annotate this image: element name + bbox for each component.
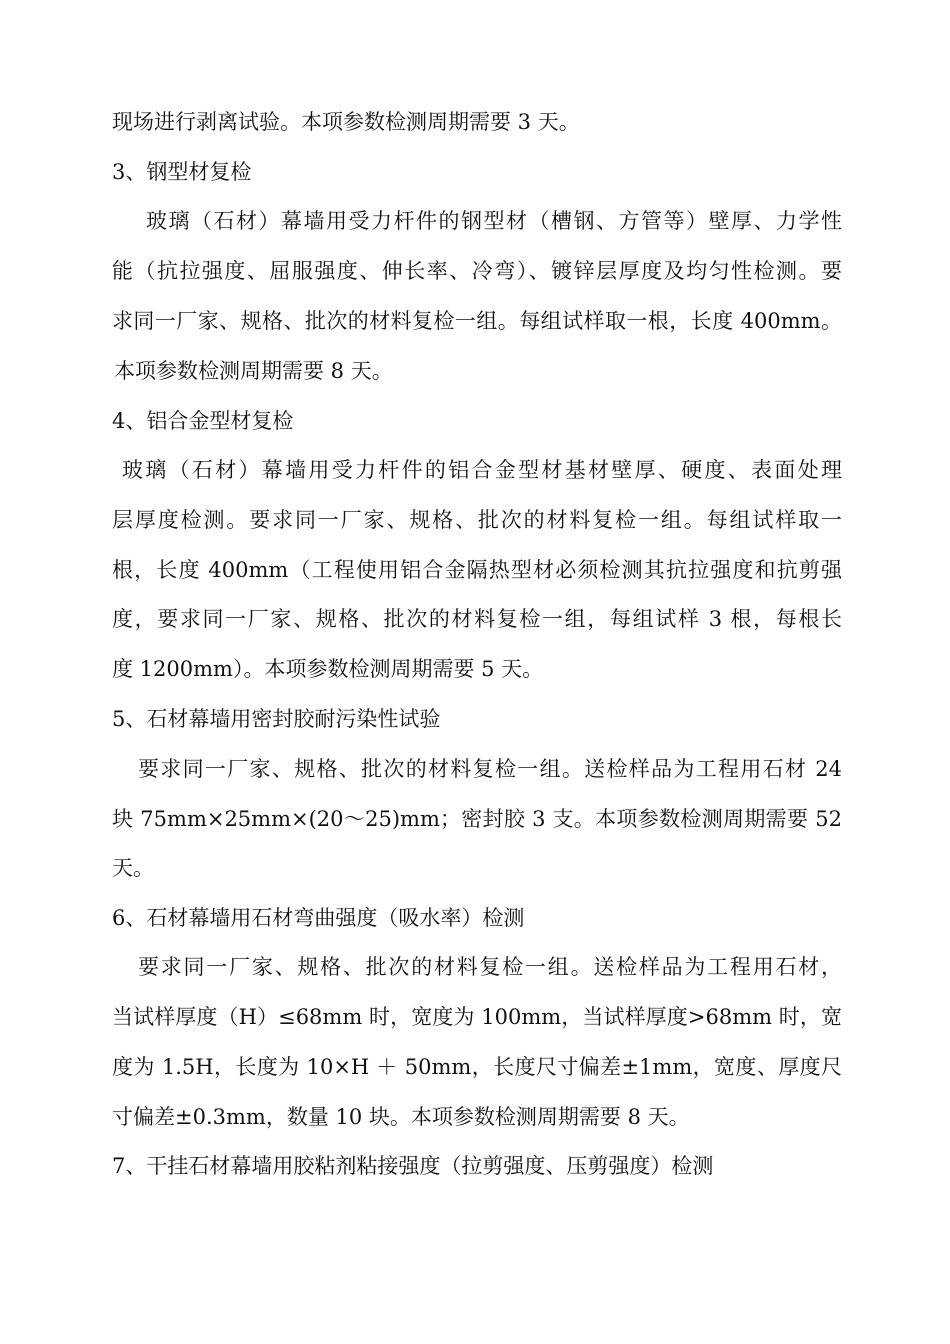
section-heading: 3、钢型材复检 bbox=[112, 160, 252, 184]
paragraph-line: 能（抗拉强度、屈服强度、伸长率、冷弯）、镀锌层厚度及均匀性检测。要 bbox=[112, 259, 842, 283]
paragraph-line: 度 1200mm）。本项参数检测周期需要 5 天。 bbox=[112, 657, 544, 681]
paragraph-line: 天。 bbox=[112, 856, 154, 880]
paragraph-line: 要求同一厂家、规格、批次的材料复检一组。送检样品为工程用石材， bbox=[138, 955, 842, 979]
paragraph-line: 层厚度检测。要求同一厂家、规格、批次的材料复检一组。每组试样取一 bbox=[112, 508, 842, 532]
paragraph-line: 当试样厚度（H）≤68mm 时，宽度为 100mm，当试样厚度>68mm 时，宽 bbox=[112, 1005, 842, 1029]
paragraph-line: 本项参数检测周期需要 8 天。 bbox=[114, 359, 393, 383]
paragraph-line: 现场进行剥离试验。本项参数检测周期需要 3 天。 bbox=[112, 110, 580, 134]
paragraph-line: 度为 1.5H，长度为 10×H ＋ 50mm，长度尺寸偏差±1mm，宽度、厚度尺 bbox=[112, 1055, 842, 1079]
paragraph-line: 寸偏差±0.3mm，数量 10 块。本项参数检测周期需要 8 天。 bbox=[112, 1105, 690, 1129]
section-heading: 5、石材幕墙用密封胶耐污染性试验 bbox=[112, 707, 441, 731]
section-heading: 6、石材幕墙用石材弯曲强度（吸水率）检测 bbox=[112, 906, 525, 930]
section-heading: 4、铝合金型材复检 bbox=[112, 409, 294, 433]
paragraph-line: 度，要求同一厂家、规格、批次的材料复检一组，每组试样 3 根，每根长 bbox=[112, 607, 842, 631]
paragraph-line: 玻璃（石材）幕墙用受力杆件的铝合金型材基材壁厚、硬度、表面处理 bbox=[122, 458, 842, 482]
paragraph-line: 块 75mm×25mm×(20～25)mm；密封胶 3 支。本项参数检测周期需要 52 bbox=[112, 807, 842, 831]
paragraph-line: 玻璃（石材）幕墙用受力杆件的钢型材（槽钢、方管等）壁厚、力学性 bbox=[146, 209, 842, 233]
paragraph-line: 根，长度 400mm（工程使用铝合金隔热型材必须检测其抗拉强度和抗剪强 bbox=[112, 558, 842, 582]
paragraph-line: 求同一厂家、规格、批次的材料复检一组。每组试样取一根，长度 400mm。 bbox=[112, 309, 842, 333]
section-heading: 7、干挂石材幕墙用胶粘剂粘接强度（拉剪强度、压剪强度）检测 bbox=[112, 1154, 714, 1178]
paragraph-line: 要求同一厂家、规格、批次的材料复检一组。送检样品为工程用石材 24 bbox=[138, 757, 842, 781]
